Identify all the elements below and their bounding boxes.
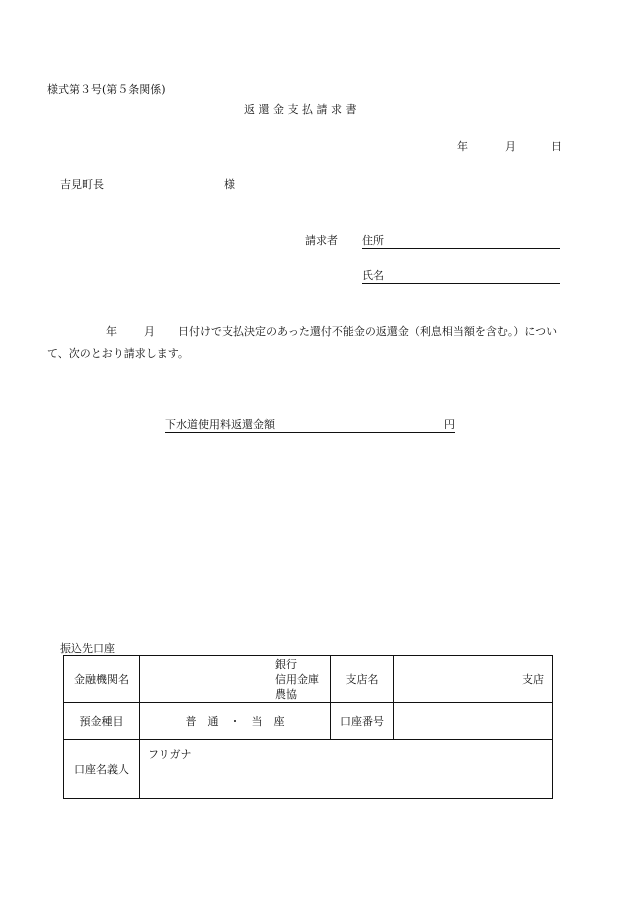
date-day: 日	[551, 140, 562, 153]
institution-type-credit: 信用金庫	[275, 672, 319, 686]
bank-section-heading: 振込先口座	[60, 642, 115, 655]
body-month: 月	[144, 325, 155, 338]
account-holder-cell[interactable]	[140, 740, 553, 799]
institution-label: 金融機関名	[64, 656, 140, 703]
body-text-line2: て、次のとおり請求します。	[47, 347, 189, 360]
institution-type-bank: 銀行	[275, 657, 297, 671]
refund-amount-field[interactable]	[165, 416, 455, 433]
branch-name-cell[interactable]	[394, 656, 553, 703]
body-year: 年	[106, 325, 117, 338]
account-number-cell[interactable]	[394, 703, 553, 740]
form-number: 様式第３号(第５条関係)	[47, 83, 166, 96]
amount-label: 下水道使用料返還金額	[165, 418, 275, 431]
furigana-label: フリガナ	[148, 748, 192, 761]
amount-unit: 円	[444, 418, 455, 431]
date-month: 月	[505, 140, 516, 153]
deposit-type-options[interactable]: 普 通 ・ 当 座	[140, 703, 331, 740]
bank-account-table	[63, 655, 553, 799]
date-year: 年	[457, 140, 468, 153]
document-title: 返 還 金 支 払 請 求 書	[244, 103, 357, 116]
addressee-name: 吉見町長	[60, 178, 104, 191]
claimant-label: 請求者	[305, 234, 338, 247]
body-text-line1: 日付けで支払決定のあった還付不能金の返還金（利息相当額を含む。）につい	[178, 325, 558, 338]
name-label: 氏名	[362, 269, 384, 282]
account-holder-label: 口座名義人	[64, 740, 140, 799]
branch-label: 支店名	[331, 656, 394, 703]
institution-name-cell[interactable]	[140, 656, 331, 703]
claimant-address-field[interactable]	[362, 232, 560, 249]
address-label: 住所	[362, 234, 384, 247]
account-number-label: 口座番号	[331, 703, 394, 740]
institution-type-coop: 農協	[275, 687, 297, 701]
branch-suffix: 支店	[522, 673, 544, 686]
claimant-name-field[interactable]	[362, 267, 560, 284]
addressee-suffix: 様	[224, 178, 235, 191]
deposit-type-label: 預金種目	[64, 703, 140, 740]
